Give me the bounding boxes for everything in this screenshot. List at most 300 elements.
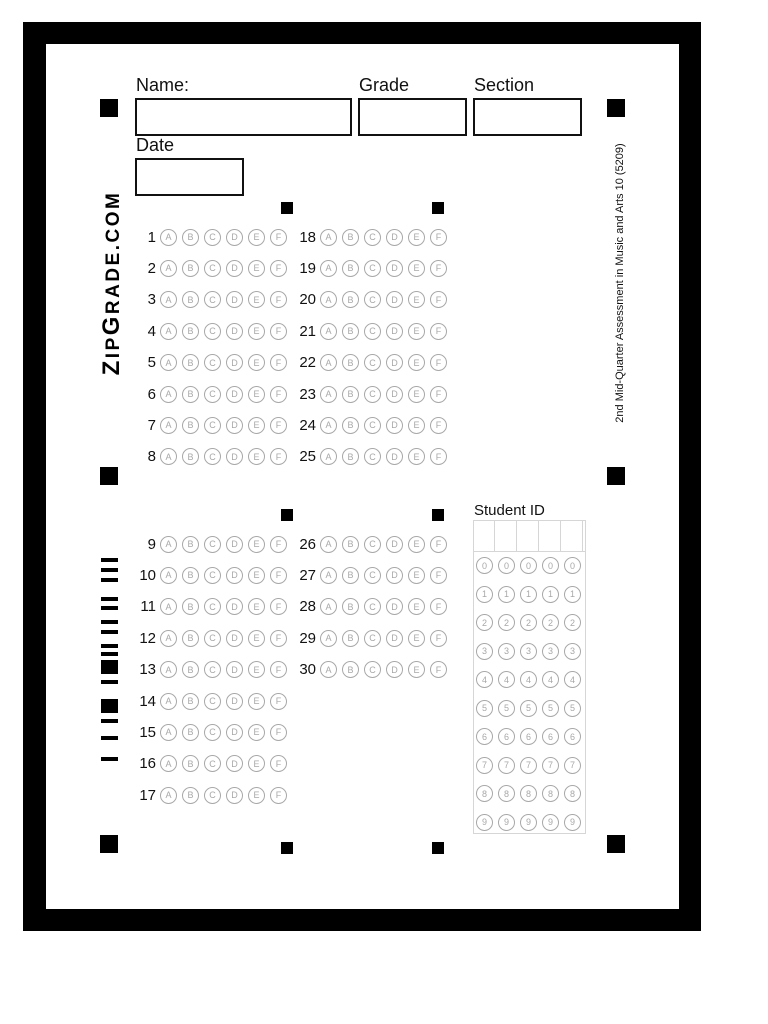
answer-bubble-b[interactable]: B [182, 536, 199, 553]
answer-bubble-a[interactable]: A [160, 386, 177, 403]
answer-bubble-d[interactable]: D [226, 724, 243, 741]
answer-bubble-d[interactable]: D [386, 448, 403, 465]
question-number: 26 [299, 535, 316, 553]
answer-bubble-d[interactable]: D [386, 630, 403, 647]
answer-bubble-d[interactable]: D [226, 598, 243, 615]
answer-bubble-e[interactable]: E [408, 536, 425, 553]
question-row [132, 660, 292, 680]
answer-bubble-b[interactable]: B [182, 755, 199, 772]
question-row [292, 258, 452, 278]
answer-bubble-b[interactable]: B [342, 386, 359, 403]
answer-bubble-e[interactable]: E [248, 567, 265, 584]
student-id-bubble[interactable]: 7 [564, 757, 581, 774]
answer-bubble-c[interactable]: C [204, 630, 221, 647]
answer-bubble-d[interactable]: D [226, 755, 243, 772]
column-marker [432, 509, 444, 521]
answer-bubble-c[interactable]: C [364, 567, 381, 584]
answer-bubble-d[interactable]: D [386, 417, 403, 434]
answer-bubble-c[interactable]: C [364, 386, 381, 403]
student-id-bubble[interactable]: 2 [520, 614, 537, 631]
answer-bubble-d[interactable]: D [226, 229, 243, 246]
answer-bubble-f[interactable]: F [270, 787, 287, 804]
answer-bubble-c[interactable]: C [364, 598, 381, 615]
question-row [132, 227, 292, 247]
student-id-bubble[interactable]: 9 [564, 814, 581, 831]
question-number: 2 [147, 259, 156, 277]
answer-bubble-c[interactable]: C [204, 229, 221, 246]
answer-bubble-c[interactable]: C [364, 291, 381, 308]
answer-bubble-e[interactable]: E [248, 354, 265, 371]
student-id-bubble[interactable]: 2 [542, 614, 559, 631]
timing-mark [101, 660, 118, 674]
student-id-bubble[interactable]: 6 [542, 728, 559, 745]
answer-bubble-b[interactable]: B [182, 291, 199, 308]
answer-bubble-f[interactable]: F [270, 260, 287, 277]
student-id-bubble[interactable]: 5 [520, 700, 537, 717]
answer-bubble-c[interactable]: C [204, 755, 221, 772]
question-row [132, 785, 292, 805]
student-id-bubble[interactable]: 1 [498, 586, 515, 603]
answer-bubble-f[interactable]: F [270, 536, 287, 553]
student-id-bubble[interactable]: 4 [564, 671, 581, 688]
student-id-bubble[interactable]: 1 [542, 586, 559, 603]
question-number: 30 [299, 661, 316, 679]
answer-bubble-d[interactable]: D [226, 291, 243, 308]
answer-bubble-e[interactable]: E [408, 417, 425, 434]
answer-bubble-d[interactable]: D [386, 536, 403, 553]
student-id-bubble[interactable]: 9 [542, 814, 559, 831]
answer-bubble-b[interactable]: B [182, 661, 199, 678]
timing-mark [101, 597, 118, 601]
answer-bubble-d[interactable]: D [386, 229, 403, 246]
answer-bubble-f[interactable]: F [270, 567, 287, 584]
student-id-bubble[interactable]: 0 [476, 557, 493, 574]
answer-bubble-f[interactable]: F [430, 386, 447, 403]
student-id-entry-box[interactable] [495, 520, 517, 552]
answer-bubble-c[interactable]: C [364, 354, 381, 371]
student-id-bubble[interactable]: 8 [564, 785, 581, 802]
answer-bubble-d[interactable]: D [226, 260, 243, 277]
alignment-marker-top-right [607, 99, 625, 117]
answer-bubble-c[interactable]: C [364, 229, 381, 246]
answer-bubble-c[interactable]: C [204, 417, 221, 434]
answer-bubble-f[interactable]: F [270, 291, 287, 308]
question-row [292, 628, 452, 648]
date-label: Date [136, 135, 175, 155]
question-number: 22 [299, 354, 316, 372]
answer-bubble-d[interactable]: D [386, 567, 403, 584]
question-row [292, 415, 452, 435]
answer-bubble-a[interactable]: A [160, 598, 177, 615]
answer-bubble-a[interactable]: A [160, 323, 177, 340]
student-id-bubble[interactable]: 1 [476, 586, 493, 603]
question-number: 16 [139, 755, 156, 773]
answer-bubble-d[interactable]: D [226, 787, 243, 804]
question-row [292, 353, 452, 373]
answer-bubble-e[interactable]: E [248, 724, 265, 741]
question-number: 17 [139, 786, 156, 804]
answer-bubble-a[interactable]: A [320, 260, 337, 277]
student-id-bubble[interactable]: 4 [542, 671, 559, 688]
timing-mark [101, 620, 118, 624]
question-row [292, 565, 452, 585]
student-id-bubble[interactable]: 6 [498, 728, 515, 745]
answer-bubble-e[interactable]: E [408, 323, 425, 340]
answer-bubble-a[interactable]: A [160, 229, 177, 246]
answer-bubble-a[interactable]: A [320, 567, 337, 584]
answer-bubble-a[interactable]: A [320, 229, 337, 246]
answer-bubble-b[interactable]: B [342, 661, 359, 678]
answer-bubble-f[interactable]: F [270, 693, 287, 710]
answer-bubble-d[interactable]: D [226, 661, 243, 678]
answer-bubble-c[interactable]: C [364, 260, 381, 277]
answer-bubble-f[interactable]: F [430, 229, 447, 246]
answer-bubble-b[interactable]: B [342, 598, 359, 615]
answer-bubble-e[interactable]: E [248, 755, 265, 772]
answer-bubble-a[interactable]: A [320, 354, 337, 371]
date-box[interactable] [135, 158, 244, 196]
answer-bubble-e[interactable]: E [248, 229, 265, 246]
answer-bubble-e[interactable]: E [248, 630, 265, 647]
question-row [292, 660, 452, 680]
answer-bubble-a[interactable]: A [160, 693, 177, 710]
answer-bubble-f[interactable]: F [430, 598, 447, 615]
question-number: 4 [147, 322, 156, 340]
student-id-bubble[interactable]: 4 [498, 671, 515, 688]
answer-bubble-a[interactable]: A [320, 661, 337, 678]
question-number: 27 [299, 566, 316, 584]
answer-bubble-a[interactable]: A [160, 417, 177, 434]
answer-bubble-f[interactable]: F [430, 417, 447, 434]
answer-bubble-b[interactable]: B [342, 260, 359, 277]
answer-bubble-a[interactable]: A [160, 630, 177, 647]
answer-bubble-f[interactable]: F [270, 354, 287, 371]
answer-bubble-a[interactable]: A [160, 787, 177, 804]
answer-bubble-b[interactable]: B [182, 724, 199, 741]
answer-bubble-c[interactable]: C [204, 260, 221, 277]
answer-bubble-c[interactable]: C [204, 693, 221, 710]
student-id-bubble[interactable]: 0 [542, 557, 559, 574]
student-id-entry-box[interactable] [473, 520, 495, 552]
answer-bubble-b[interactable]: B [342, 630, 359, 647]
question-row [132, 722, 292, 742]
answer-bubble-e[interactable]: E [408, 260, 425, 277]
answer-bubble-b[interactable]: B [182, 567, 199, 584]
question-number: 24 [299, 416, 316, 434]
student-id-bubble[interactable]: 9 [476, 814, 493, 831]
question-number: 28 [299, 598, 316, 616]
answer-bubble-e[interactable]: E [248, 386, 265, 403]
answer-bubble-c[interactable]: C [204, 291, 221, 308]
student-id-bubble[interactable]: 4 [476, 671, 493, 688]
question-number: 12 [139, 629, 156, 647]
student-id-bubble[interactable]: 0 [564, 557, 581, 574]
student-id-entry-box[interactable] [561, 520, 583, 552]
answer-bubble-a[interactable]: A [320, 291, 337, 308]
answer-bubble-a[interactable]: A [320, 448, 337, 465]
student-id-bubble[interactable]: 8 [476, 785, 493, 802]
student-id-bubble[interactable]: 6 [564, 728, 581, 745]
answer-bubble-f[interactable]: F [430, 630, 447, 647]
answer-bubble-d[interactable]: D [226, 693, 243, 710]
answer-bubble-c[interactable]: C [204, 448, 221, 465]
answer-bubble-c[interactable]: C [364, 323, 381, 340]
question-row [132, 321, 292, 341]
timing-mark [101, 680, 118, 684]
student-id-bubble[interactable]: 2 [476, 614, 493, 631]
student-id-bubble[interactable]: 5 [498, 700, 515, 717]
timing-mark [101, 644, 118, 648]
student-id-bubble[interactable]: 3 [476, 643, 493, 660]
answer-bubble-e[interactable]: E [248, 787, 265, 804]
student-id-bubble[interactable]: 8 [498, 785, 515, 802]
timing-mark [101, 568, 118, 572]
answer-bubble-d[interactable]: D [226, 567, 243, 584]
answer-bubble-a[interactable]: A [160, 724, 177, 741]
answer-bubble-e[interactable]: E [248, 260, 265, 277]
student-id-bubble[interactable]: 2 [498, 614, 515, 631]
answer-bubble-c[interactable]: C [204, 787, 221, 804]
answer-bubble-e[interactable]: E [408, 448, 425, 465]
answer-bubble-f[interactable]: F [430, 448, 447, 465]
answer-bubble-b[interactable]: B [342, 448, 359, 465]
question-row [292, 227, 452, 247]
answer-bubble-f[interactable]: F [270, 661, 287, 678]
student-id-bubble[interactable]: 4 [520, 671, 537, 688]
answer-bubble-e[interactable]: E [248, 536, 265, 553]
answer-bubble-b[interactable]: B [342, 323, 359, 340]
student-id-bubble[interactable]: 3 [520, 643, 537, 660]
answer-bubble-f[interactable]: F [270, 630, 287, 647]
answer-bubble-a[interactable]: A [320, 417, 337, 434]
question-row [132, 565, 292, 585]
answer-bubble-c[interactable]: C [364, 448, 381, 465]
answer-bubble-d[interactable]: D [386, 661, 403, 678]
answer-bubble-d[interactable]: D [226, 630, 243, 647]
timing-mark [101, 736, 118, 740]
answer-bubble-b[interactable]: B [182, 323, 199, 340]
answer-bubble-e[interactable]: E [408, 661, 425, 678]
answer-bubble-f[interactable]: F [430, 291, 447, 308]
student-id-bubble[interactable]: 3 [498, 643, 515, 660]
answer-bubble-f[interactable]: F [270, 386, 287, 403]
answer-bubble-e[interactable]: E [248, 417, 265, 434]
answer-bubble-e[interactable]: E [248, 448, 265, 465]
answer-bubble-b[interactable]: B [342, 354, 359, 371]
student-id-bubble[interactable]: 1 [564, 586, 581, 603]
student-id-bubble[interactable]: 7 [476, 757, 493, 774]
answer-bubble-d[interactable]: D [226, 354, 243, 371]
answer-bubble-c[interactable]: C [204, 598, 221, 615]
answer-bubble-a[interactable]: A [160, 354, 177, 371]
answer-bubble-a[interactable]: A [320, 630, 337, 647]
answer-bubble-b[interactable]: B [342, 417, 359, 434]
alignment-marker-mid-right [607, 467, 625, 485]
student-id-bubble[interactable]: 9 [498, 814, 515, 831]
column-marker [281, 842, 293, 854]
answer-bubble-f[interactable]: F [270, 323, 287, 340]
question-row [292, 447, 452, 467]
answer-bubble-e[interactable]: E [248, 323, 265, 340]
answer-bubble-f[interactable]: F [430, 661, 447, 678]
alignment-marker-mid-left [100, 467, 118, 485]
question-number: 20 [299, 291, 316, 309]
answer-bubble-d[interactable]: D [386, 354, 403, 371]
answer-bubble-a[interactable]: A [320, 386, 337, 403]
answer-bubble-d[interactable]: D [386, 260, 403, 277]
answer-bubble-f[interactable]: F [270, 448, 287, 465]
answer-bubble-e[interactable]: E [408, 598, 425, 615]
answer-bubble-f[interactable]: F [270, 724, 287, 741]
question-row [292, 597, 452, 617]
question-number: 9 [147, 535, 156, 553]
answer-bubble-a[interactable]: A [160, 260, 177, 277]
question-row [132, 290, 292, 310]
answer-bubble-c[interactable]: C [204, 661, 221, 678]
question-number: 15 [139, 723, 156, 741]
student-id-bubble[interactable]: 0 [498, 557, 515, 574]
answer-bubble-a[interactable]: A [320, 598, 337, 615]
answer-bubble-b[interactable]: B [342, 567, 359, 584]
answer-bubble-e[interactable]: E [408, 354, 425, 371]
answer-bubble-c[interactable]: C [204, 567, 221, 584]
answer-bubble-a[interactable]: A [160, 448, 177, 465]
answer-bubble-b[interactable]: B [182, 260, 199, 277]
answer-bubble-e[interactable]: E [408, 291, 425, 308]
answer-bubble-e[interactable]: E [248, 661, 265, 678]
answer-bubble-e[interactable]: E [248, 693, 265, 710]
answer-bubble-b[interactable]: B [342, 291, 359, 308]
question-row [132, 447, 292, 467]
answer-bubble-b[interactable]: B [182, 229, 199, 246]
student-id-bubble[interactable]: 1 [520, 586, 537, 603]
question-row [292, 534, 452, 554]
grade-label: Grade [359, 75, 410, 95]
answer-bubble-d[interactable]: D [226, 417, 243, 434]
answer-bubble-d[interactable]: D [386, 598, 403, 615]
student-id-bubble[interactable]: 8 [520, 785, 537, 802]
student-id-bubble[interactable]: 3 [564, 643, 581, 660]
student-id-bubble[interactable]: 0 [520, 557, 537, 574]
question-row [132, 384, 292, 404]
student-id-bubble[interactable]: 5 [542, 700, 559, 717]
answer-bubble-e[interactable]: E [408, 567, 425, 584]
answer-bubble-f[interactable]: F [430, 323, 447, 340]
answer-bubble-c[interactable]: C [364, 417, 381, 434]
answer-bubble-f[interactable]: F [270, 755, 287, 772]
student-id-bubble[interactable]: 7 [498, 757, 515, 774]
answer-bubble-a[interactable]: A [160, 567, 177, 584]
answer-bubble-b[interactable]: B [182, 448, 199, 465]
answer-bubble-d[interactable]: D [386, 323, 403, 340]
question-row [292, 384, 452, 404]
timing-mark [101, 652, 118, 656]
answer-bubble-d[interactable]: D [386, 291, 403, 308]
student-id-entry-box[interactable] [539, 520, 561, 552]
column-marker [432, 202, 444, 214]
answer-bubble-b[interactable]: B [182, 354, 199, 371]
question-row [292, 290, 452, 310]
answer-bubble-e[interactable]: E [248, 291, 265, 308]
answer-bubble-c[interactable]: C [364, 661, 381, 678]
answer-bubble-d[interactable]: D [226, 386, 243, 403]
answer-bubble-c[interactable]: C [204, 386, 221, 403]
question-row [132, 628, 292, 648]
student-id-bubble[interactable]: 9 [520, 814, 537, 831]
answer-bubble-b[interactable]: B [342, 536, 359, 553]
answer-bubble-e[interactable]: E [408, 229, 425, 246]
answer-bubble-b[interactable]: B [182, 787, 199, 804]
answer-bubble-f[interactable]: F [430, 567, 447, 584]
student-id-bubble[interactable]: 5 [564, 700, 581, 717]
answer-bubble-a[interactable]: A [160, 661, 177, 678]
answer-bubble-a[interactable]: A [160, 291, 177, 308]
answer-bubble-d[interactable]: D [226, 448, 243, 465]
answer-bubble-f[interactable]: F [270, 417, 287, 434]
student-id-bubble[interactable]: 8 [542, 785, 559, 802]
column-marker [432, 842, 444, 854]
question-number: 5 [147, 354, 156, 372]
grade-box[interactable] [358, 98, 467, 136]
answer-bubble-b[interactable]: B [182, 386, 199, 403]
question-number: 8 [147, 448, 156, 466]
student-id-bubble[interactable]: 7 [520, 757, 537, 774]
answer-bubble-a[interactable]: A [320, 323, 337, 340]
student-id-bubble[interactable]: 6 [476, 728, 493, 745]
answer-bubble-a[interactable]: A [160, 536, 177, 553]
name-box[interactable] [135, 98, 352, 136]
answer-bubble-d[interactable]: D [226, 323, 243, 340]
answer-bubble-c[interactable]: C [204, 536, 221, 553]
answer-bubble-c[interactable]: C [364, 536, 381, 553]
answer-bubble-e[interactable]: E [408, 630, 425, 647]
name-label: Name: [136, 75, 190, 95]
answer-bubble-c[interactable]: C [204, 354, 221, 371]
answer-bubble-d[interactable]: D [386, 386, 403, 403]
answer-bubble-c[interactable]: C [364, 630, 381, 647]
answer-bubble-f[interactable]: F [430, 536, 447, 553]
answer-bubble-b[interactable]: B [182, 598, 199, 615]
answer-bubble-b[interactable]: B [182, 693, 199, 710]
student-id-bubble[interactable]: 5 [476, 700, 493, 717]
answer-bubble-e[interactable]: E [248, 598, 265, 615]
student-id-bubble[interactable]: 3 [542, 643, 559, 660]
answer-bubble-a[interactable]: A [160, 755, 177, 772]
answer-bubble-e[interactable]: E [408, 386, 425, 403]
question-row [132, 353, 292, 373]
answer-bubble-b[interactable]: B [182, 417, 199, 434]
section-box[interactable] [473, 98, 582, 136]
answer-bubble-c[interactable]: C [204, 724, 221, 741]
answer-bubble-a[interactable]: A [320, 536, 337, 553]
timing-mark [101, 719, 118, 723]
answer-bubble-f[interactable]: F [270, 229, 287, 246]
student-id-entry-box[interactable] [517, 520, 539, 552]
student-id-bubble[interactable]: 2 [564, 614, 581, 631]
answer-bubble-f[interactable]: F [430, 354, 447, 371]
answer-bubble-c[interactable]: C [204, 323, 221, 340]
timing-mark [101, 699, 118, 713]
student-id-bubble[interactable]: 7 [542, 757, 559, 774]
question-number: 6 [147, 385, 156, 403]
answer-bubble-f[interactable]: F [270, 598, 287, 615]
question-number: 7 [147, 416, 156, 434]
answer-bubble-b[interactable]: B [182, 630, 199, 647]
student-id-bubble[interactable]: 6 [520, 728, 537, 745]
answer-bubble-d[interactable]: D [226, 536, 243, 553]
answer-bubble-f[interactable]: F [430, 260, 447, 277]
answer-bubble-b[interactable]: B [342, 229, 359, 246]
